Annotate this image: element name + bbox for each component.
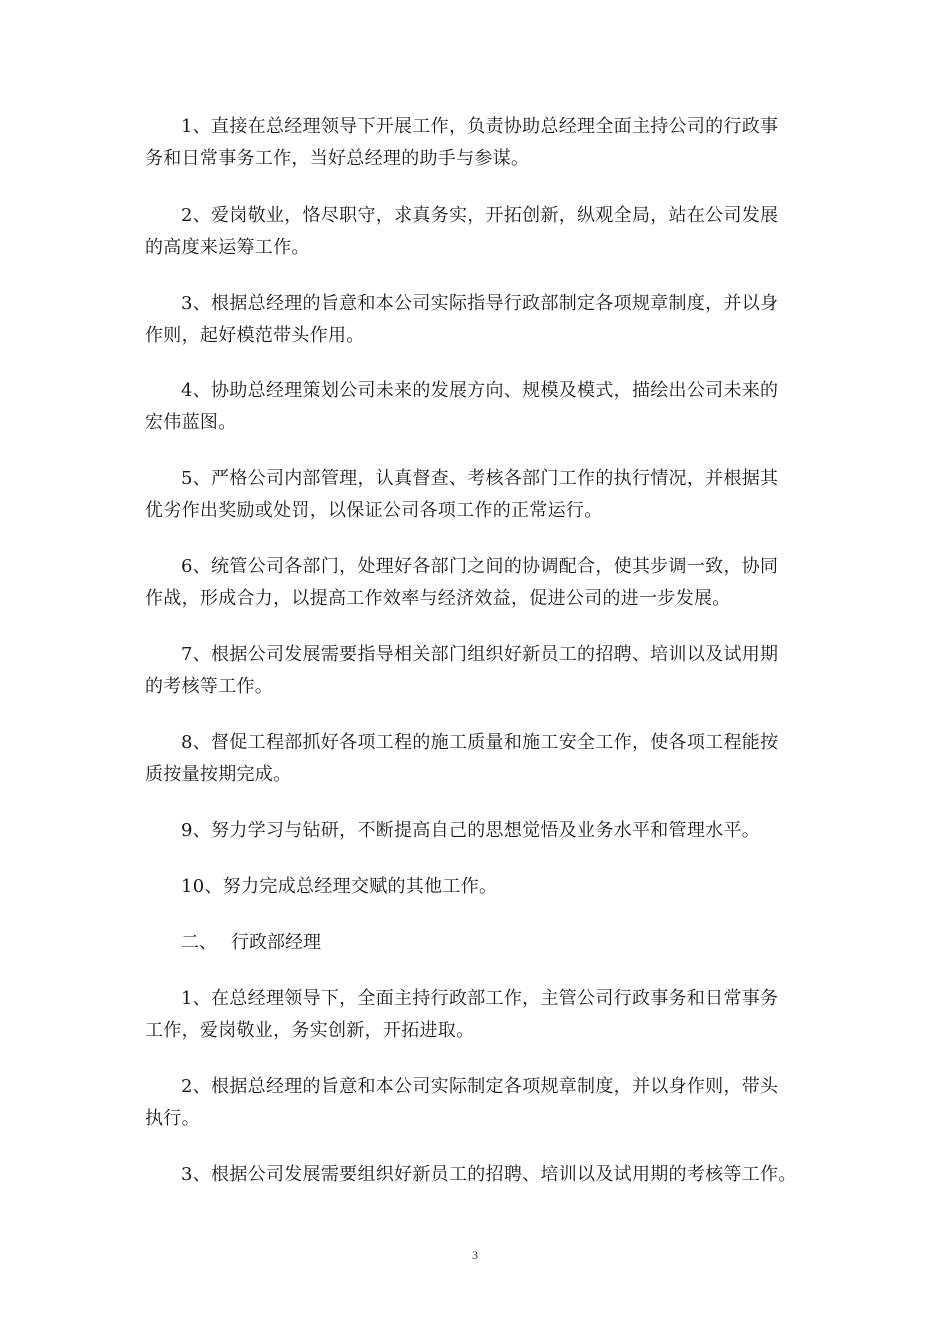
section-paragraph-2: [145, 1071, 817, 1135]
paragraph-line: 3、根据总经理的旨意和本公司实际指导行政部制定各项规章制度，并以身: [181, 293, 779, 314]
paragraph-item-5: [145, 463, 817, 527]
section-paragraph-1: [145, 983, 817, 1047]
paragraph-line: 的考核等工作。: [145, 676, 274, 697]
paragraph-line: 5、严格公司内部管理，认真督查、考核各部门工作的执行情况，并根据其: [181, 468, 779, 489]
section-number: 二、: [181, 932, 217, 953]
paragraph-item-10: [145, 871, 817, 903]
section-heading: [181, 927, 321, 959]
paragraph-line: 7、根据公司发展需要指导相关部门组织好新员工的招聘、培训以及试用期: [181, 644, 779, 665]
page-number: 3: [472, 1248, 478, 1262]
paragraph-line: 务和日常事务工作，当好总经理的助手与参谋。: [145, 148, 530, 169]
paragraph-line: 6、统管公司各部门，处理好各部门之间的协调配合，使其步调一致，协同: [181, 556, 779, 577]
section-title: 行政部经理: [231, 932, 321, 953]
paragraph-line: 2、根据总经理的旨意和本公司实际制定各项规章制度，并以身作则，带头: [181, 1076, 779, 1097]
paragraph-line: 1、在总经理领导下，全面主持行政部工作，主管公司行政事务和日常事务: [181, 988, 779, 1009]
paragraph-line: 质按量按期完成。: [145, 764, 292, 785]
paragraph-line: 执行。: [145, 1108, 200, 1129]
paragraph-line: 作则，起好模范带头作用。: [145, 325, 365, 346]
paragraph-line: 优劣作出奖励或处罚，以保证公司各项工作的正常运行。: [145, 500, 603, 521]
paragraph-line: 4、协助总经理策划公司未来的发展方向、规模及模式，描绘出公司未来的: [181, 380, 779, 401]
paragraph-line: 的高度来运筹工作。: [145, 237, 310, 258]
paragraph-item-3: [145, 288, 817, 352]
paragraph-line: 宏伟蓝图。: [145, 412, 237, 433]
paragraph-line: 10、努力完成总经理交赋的其他工作。: [181, 876, 498, 897]
paragraph-item-9: [145, 815, 817, 847]
paragraph-item-2: [145, 200, 817, 264]
paragraph-line: 作战，形成合力，以提高工作效率与经济效益，促进公司的进一步发展。: [145, 588, 731, 609]
paragraph-item-1: [145, 111, 817, 175]
paragraph-item-4: [145, 375, 817, 439]
paragraph-line: 工作，爱岗敬业，务实创新，开拓进取。: [145, 1020, 475, 1041]
paragraph-line: 8、督促工程部抓好各项工程的施工质量和施工安全工作，使各项工程能按: [181, 732, 779, 753]
paragraph-line: 9、努力学习与钻研，不断提高自己的思想觉悟及业务水平和管理水平。: [181, 820, 761, 841]
paragraph-line: 1、直接在总经理领导下开展工作，负责协助总经理全面主持公司的行政事: [181, 116, 779, 137]
paragraph-item-7: [145, 639, 817, 703]
paragraph-item-6: [145, 551, 817, 615]
paragraph-item-8: [145, 727, 817, 791]
paragraph-line: 3、根据公司发展需要组织好新员工的招聘、培训以及试用期的考核等工作。: [181, 1164, 797, 1185]
paragraph-line: 2、爱岗敬业，恪尽职守，求真务实，开拓创新，纵观全局，站在公司发展: [181, 205, 779, 226]
section-paragraph-3: [145, 1159, 817, 1191]
